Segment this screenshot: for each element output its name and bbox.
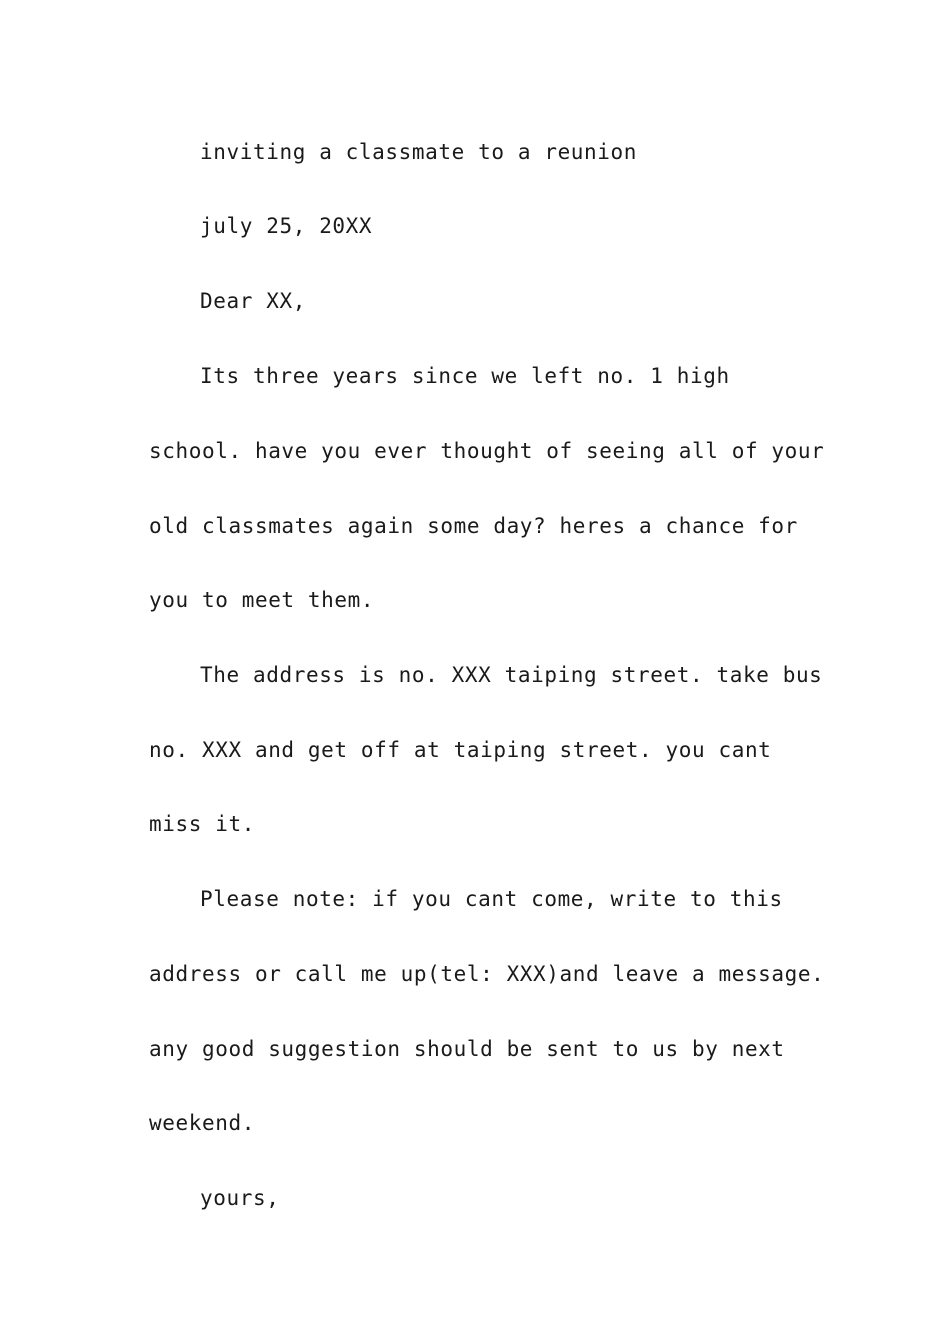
paragraph-3-line: any good suggestion should be sent to us by next [149,1037,785,1061]
paragraph-2-line: The address is no. XXX taiping street. take bus [200,663,823,687]
paragraph-1-line: you to meet them. [149,588,375,612]
paragraph-3-line: weekend. [149,1111,255,1135]
letter-date: july 25, 20XX [200,214,373,238]
letter-closing: yours, [200,1186,280,1210]
letter-title: inviting a classmate to a reunion [200,140,638,164]
paragraph-3-line: Please note: if you cant come, write to this [200,887,783,911]
paragraph-2-line: no. XXX and get off at taiping street. you cant [149,738,772,762]
paragraph-1-line: school. have you ever thought of seeing all of your [149,439,825,463]
paragraph-3-line: address or call me up(tel: XXX)and leave a message. [149,962,825,986]
letter-salutation: Dear XX, [200,289,306,313]
paragraph-2-line: miss it. [149,812,255,836]
paragraph-1-line: old classmates again some day? heres a chance for [149,514,798,538]
paragraph-1-line: Its three years since we left no. 1 high [200,364,730,388]
